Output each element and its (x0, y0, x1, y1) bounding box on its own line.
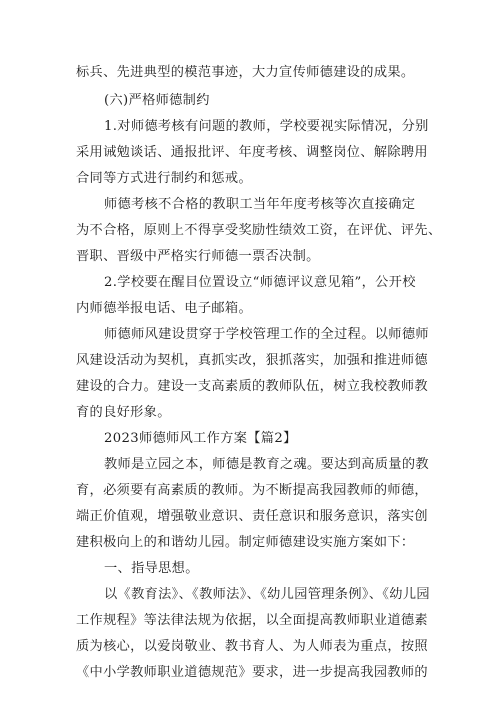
text-line: 育的良好形象。 (76, 405, 171, 420)
text-line: 建设的合力。建设一支高素质的教师队伍，树立我校教师教 (76, 379, 428, 394)
text-line: 合同等方式进行制约和惩戒。 (76, 171, 252, 186)
text-line: 师德考核不合格的教职工当年年度考核等次直接确定 (104, 197, 416, 212)
text-line: 采用诫勉谈话、通报批评、年度考核、调整岗位、解除聘用 (76, 145, 428, 160)
text-line: 教师是立园之本，师德是教育之魂。要达到高质量的教 (104, 457, 429, 472)
text-line: 标兵、先进典型的模范事迹，大力宣传师德建设的成果。 (76, 65, 415, 80)
text-line: 《中小学教师职业道德规范》要求，进一步提高我园教师的 (76, 665, 428, 680)
text-line: 2.学校要在醒目位置设立“师德评议意见箱”，公开校 (104, 275, 416, 290)
text-line: 质为核心，以爱岗敬业、教书育人、为人师表为重点，按照 (76, 639, 428, 654)
text-line: 育，必须要有高素质的教师。为不断提高我园教师的师德， (76, 483, 428, 498)
section-heading: 一、指导思想。 (104, 561, 199, 576)
text-line: 端正价值观，增强敬业意识、责任意识和服务意识，落实创 (76, 509, 428, 524)
text-line: 内师德举报电话、电子邮箱。 (76, 301, 252, 316)
text-line: 风建设活动为契机，真抓实改，狠抓落实，加强和推进师德 (76, 353, 428, 368)
section-title: 2023师德师风工作方案【篇2】 (104, 431, 297, 446)
text-line: 师德师风建设贯穿于学校管理工作的全过程。以师德师 (104, 327, 429, 342)
text-line: 晋职、晋级中严格实行师德一票否决制。 (76, 249, 320, 264)
text-line: 以《教育法》、《教师法》、《幼儿园管理条例》、《幼儿园 (104, 587, 430, 602)
text-line: 1.对师德考核有问题的教师，学校要视实际情况，分别 (104, 119, 429, 134)
text-line: 工作规程》等法律法规为依据，以全面提高教师职业道德素 (76, 613, 428, 628)
text-line: 建积极向上的和谐幼儿园。制定师德建设实施方案如下： (76, 535, 415, 550)
text-line: 为不合格，原则上不得享受奖励性绩效工资，在评优、评先、 (76, 223, 442, 238)
section-heading: (六)严格师德制约 (104, 93, 210, 108)
